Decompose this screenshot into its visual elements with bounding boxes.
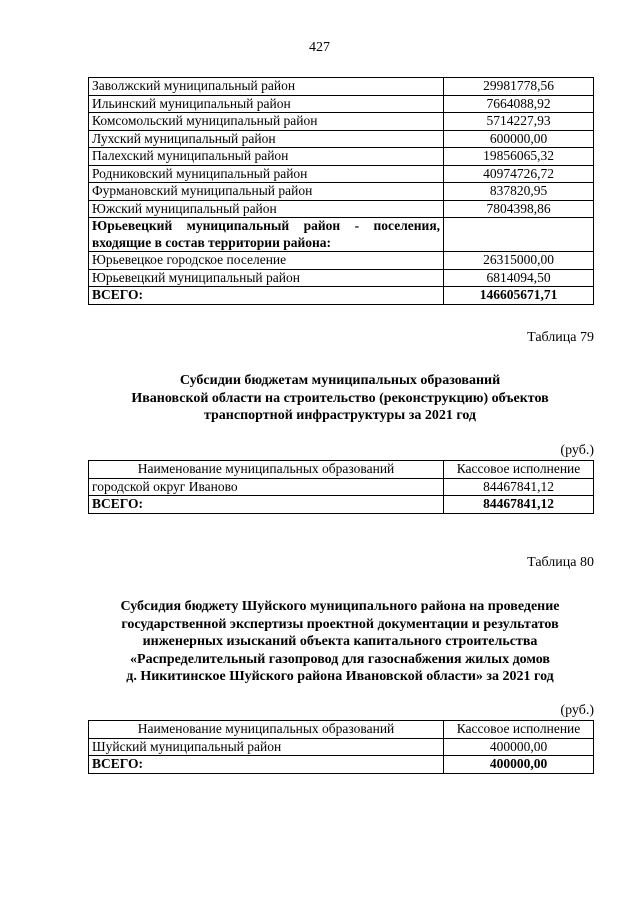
group-header-row [89,218,594,252]
amount-value: 5714227,93 [444,113,594,131]
amount-value: 7804398,86 [444,200,594,218]
total-row [89,496,594,514]
municipality-name: городской округ Иваново [89,478,444,496]
table-row [89,78,594,96]
table-79-label: Таблица 79 [527,330,594,345]
municipality-name: Лухский муниципальный район [89,130,444,148]
amount-value: 26315000,00 [444,252,594,270]
total-row [89,287,594,305]
header-name: Наименование муниципальных образований [89,721,444,739]
table-row [89,200,594,218]
title-line: Субсидия бюджету Шуйского муниципального района на проведение [120,599,560,614]
empty-cell [444,218,594,252]
table-79 [88,460,594,514]
municipality-name: Комсомольский муниципальный район [89,113,444,131]
total-row [89,756,594,774]
total-value: 146605671,71 [444,287,594,305]
municipality-name: Заволжский муниципальный район [89,78,444,96]
header-row [89,721,594,739]
table-row [89,252,594,270]
header-row [89,461,594,479]
amount-value: 40974726,72 [444,165,594,183]
table-row [89,148,594,166]
municipality-name: Ильинский муниципальный район [89,95,444,113]
table-row [89,478,594,496]
group-header: Юрьевецкий муниципальный район - поселения, входящие в состав территории района: [89,218,444,252]
amount-value: 600000,00 [444,130,594,148]
table-79-title [60,372,620,425]
municipality-name: Шуйский муниципальный район [89,738,444,756]
amount-value: 6814094,50 [444,269,594,287]
table-row [89,130,594,148]
title-line: инженерных изысканий объекта капитального строительства [142,634,538,649]
table-80 [88,720,594,774]
total-label: ВСЕГО: [89,496,444,514]
table-row [89,165,594,183]
table-row [89,95,594,113]
table-80-title [60,598,620,686]
header-value: Кассовое исполнение [444,461,594,479]
total-value: 400000,00 [444,756,594,774]
allocation-table-continued [88,77,594,305]
table-row [89,269,594,287]
amount-value: 400000,00 [444,738,594,756]
total-label: ВСЕГО: [89,756,444,774]
amount-value: 29981778,56 [444,78,594,96]
amount-value: 19856065,32 [444,148,594,166]
header-value: Кассовое исполнение [444,721,594,739]
amount-value: 7664088,92 [444,95,594,113]
page-number: 427 [309,40,330,55]
header-name: Наименование муниципальных образований [89,461,444,479]
municipality-name: Юрьевецкий муниципальный район [89,269,444,287]
table-80-label: Таблица 80 [527,555,594,570]
amount-value: 84467841,12 [444,478,594,496]
total-label: ВСЕГО: [89,287,444,305]
municipality-name: Фурмановский муниципальный район [89,183,444,201]
title-line: д. Никитинское Шуйского района Ивановской области» за 2021 год [126,669,554,684]
title-line: Субсидии бюджетам муниципальных образований [179,373,501,388]
municipality-name: Южский муниципальный район [89,200,444,218]
unit-label: (руб.) [560,443,594,458]
municipality-name: Юрьевецкое городское поселение [89,252,444,270]
municipality-name: Родниковский муниципальный район [89,165,444,183]
table-row [89,738,594,756]
title-line: государственной экспертизы проектной документации и результатов [121,616,559,632]
title-line: Ивановской области на строительство (реконструкцию) объектов [131,390,549,406]
amount-value: 837820,95 [444,183,594,201]
total-value: 84467841,12 [444,496,594,514]
municipality-name: Палехский муниципальный район [89,148,444,166]
unit-label: (руб.) [560,703,594,718]
table-row [89,113,594,131]
title-line: «Распределительный газопровод для газоснабжения жилых домов [130,651,550,667]
table-row [89,183,594,201]
title-line: транспортной инфраструктуры за 2021 год [203,408,477,423]
